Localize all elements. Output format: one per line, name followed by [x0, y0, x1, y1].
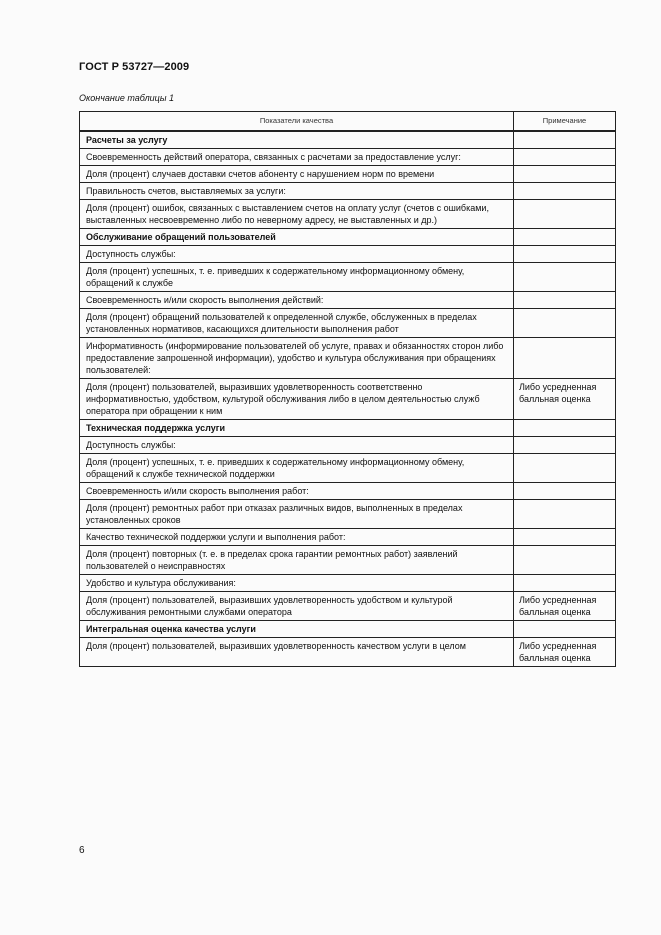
- table-row: [80, 149, 616, 166]
- note-cell: [514, 483, 616, 500]
- indicator-cell: Правильность счетов, выставляемых за услуги:: [80, 183, 514, 200]
- table-body: [80, 131, 616, 667]
- note-cell: [514, 437, 616, 454]
- table-section-row: [80, 420, 616, 437]
- note-cell: [514, 246, 616, 263]
- note-cell: [514, 166, 616, 183]
- page-number: 6: [79, 845, 85, 856]
- note-cell: [514, 500, 616, 529]
- note-cell: [514, 131, 616, 149]
- indicator-cell: Своевременность и/или скорость выполнения работ:: [80, 483, 514, 500]
- note-cell: Либо усредненная балльная оценка: [514, 592, 616, 621]
- indicator-cell: Доля (процент) пользователей, выразивших удовлетворенность качеством услуги в целом: [80, 638, 514, 667]
- indicator-cell: Своевременность и/или скорость выполнения действий:: [80, 292, 514, 309]
- note-cell: Либо усредненная балльная оценка: [514, 379, 616, 420]
- section-title: Техническая поддержка услуги: [80, 420, 514, 437]
- indicator-cell: Качество технической поддержки услуги и выполнения работ:: [80, 529, 514, 546]
- indicator-cell: Доля (процент) успешных, т. е. приведших к содержательному информационному обмену, обращений к службе: [80, 263, 514, 292]
- column-header-indicators: Показатели качества: [80, 112, 514, 132]
- table-row: [80, 592, 616, 621]
- note-cell: [514, 292, 616, 309]
- table-row: [80, 500, 616, 529]
- table-row: [80, 575, 616, 592]
- table-row: [80, 437, 616, 454]
- note-cell: [514, 200, 616, 229]
- indicator-cell: Доступность службы:: [80, 246, 514, 263]
- table-row: [80, 638, 616, 667]
- indicator-cell: Доля (процент) обращений пользователей к определенной службе, обслуженных в пределах установленных нормативов, касающихся длительности выполнения работ: [80, 309, 514, 338]
- section-title: Расчеты за услугу: [80, 131, 514, 149]
- table-row: [80, 200, 616, 229]
- table-row: [80, 166, 616, 183]
- table-row: [80, 292, 616, 309]
- document-header: ГОСТ Р 53727—2009: [79, 61, 190, 73]
- indicator-cell: Доля (процент) ремонтных работ при отказах различных видов, выполненных в пределах установленных сроков: [80, 500, 514, 529]
- table-row: [80, 546, 616, 575]
- table-row: [80, 483, 616, 500]
- note-cell: [514, 621, 616, 638]
- indicator-cell: Удобство и культура обслуживания:: [80, 575, 514, 592]
- table-row: [80, 263, 616, 292]
- table-section-row: [80, 131, 616, 149]
- table-row: [80, 183, 616, 200]
- table-row: [80, 246, 616, 263]
- note-cell: [514, 575, 616, 592]
- section-title: Интегральная оценка качества услуги: [80, 621, 514, 638]
- note-cell: [514, 229, 616, 246]
- table-row: [80, 379, 616, 420]
- column-header-note: Примечание: [514, 112, 616, 132]
- note-cell: [514, 454, 616, 483]
- indicator-cell: Доля (процент) ошибок, связанных с выставлением счетов на оплату услуг (счетов с ошибками, выставленных несвоевременно либо по неверному адресу, не выставленных и др.): [80, 200, 514, 229]
- note-cell: Либо усредненная балльная оценка: [514, 638, 616, 667]
- table-section-row: [80, 621, 616, 638]
- table-caption: Окончание таблицы 1: [79, 93, 174, 103]
- note-cell: [514, 546, 616, 575]
- indicator-cell: Доля (процент) повторных (т. е. в пределах срока гарантии ремонтных работ) заявлений пользователей о неисправностях: [80, 546, 514, 575]
- indicator-cell: Доля (процент) успешных, т. е. приведших к содержательному информационному обмену, обращений к службе технической поддержки: [80, 454, 514, 483]
- indicator-cell: Доля (процент) пользователей, выразивших удовлетворенность соответственно информативностью, удобством, культурой обслуживания либо в целом деятельностью служб оператора при обращении к ним: [80, 379, 514, 420]
- table-row: [80, 338, 616, 379]
- indicator-cell: Доля (процент) случаев доставки счетов абоненту с нарушением норм по времени: [80, 166, 514, 183]
- note-cell: [514, 149, 616, 166]
- note-cell: [514, 183, 616, 200]
- note-cell: [514, 338, 616, 379]
- note-cell: [514, 420, 616, 437]
- table-row: [80, 529, 616, 546]
- table-row: [80, 309, 616, 338]
- section-title: Обслуживание обращений пользователей: [80, 229, 514, 246]
- table-row: [80, 454, 616, 483]
- table-section-row: [80, 229, 616, 246]
- quality-indicators-table: [79, 111, 616, 667]
- note-cell: [514, 263, 616, 292]
- note-cell: [514, 309, 616, 338]
- table-header-row: [80, 112, 616, 132]
- indicator-cell: Доступность службы:: [80, 437, 514, 454]
- note-cell: [514, 529, 616, 546]
- indicator-cell: Доля (процент) пользователей, выразивших удовлетворенность удобством и культурой обслуживания ремонтными службами оператора: [80, 592, 514, 621]
- indicator-cell: Информативность (информирование пользователей об услуге, правах и обязанностях сторон либо предоставление запрошенной информации), удобство и культура обслуживания при обращениях пользователей:: [80, 338, 514, 379]
- indicator-cell: Своевременность действий оператора, связанных с расчетами за предоставление услуг:: [80, 149, 514, 166]
